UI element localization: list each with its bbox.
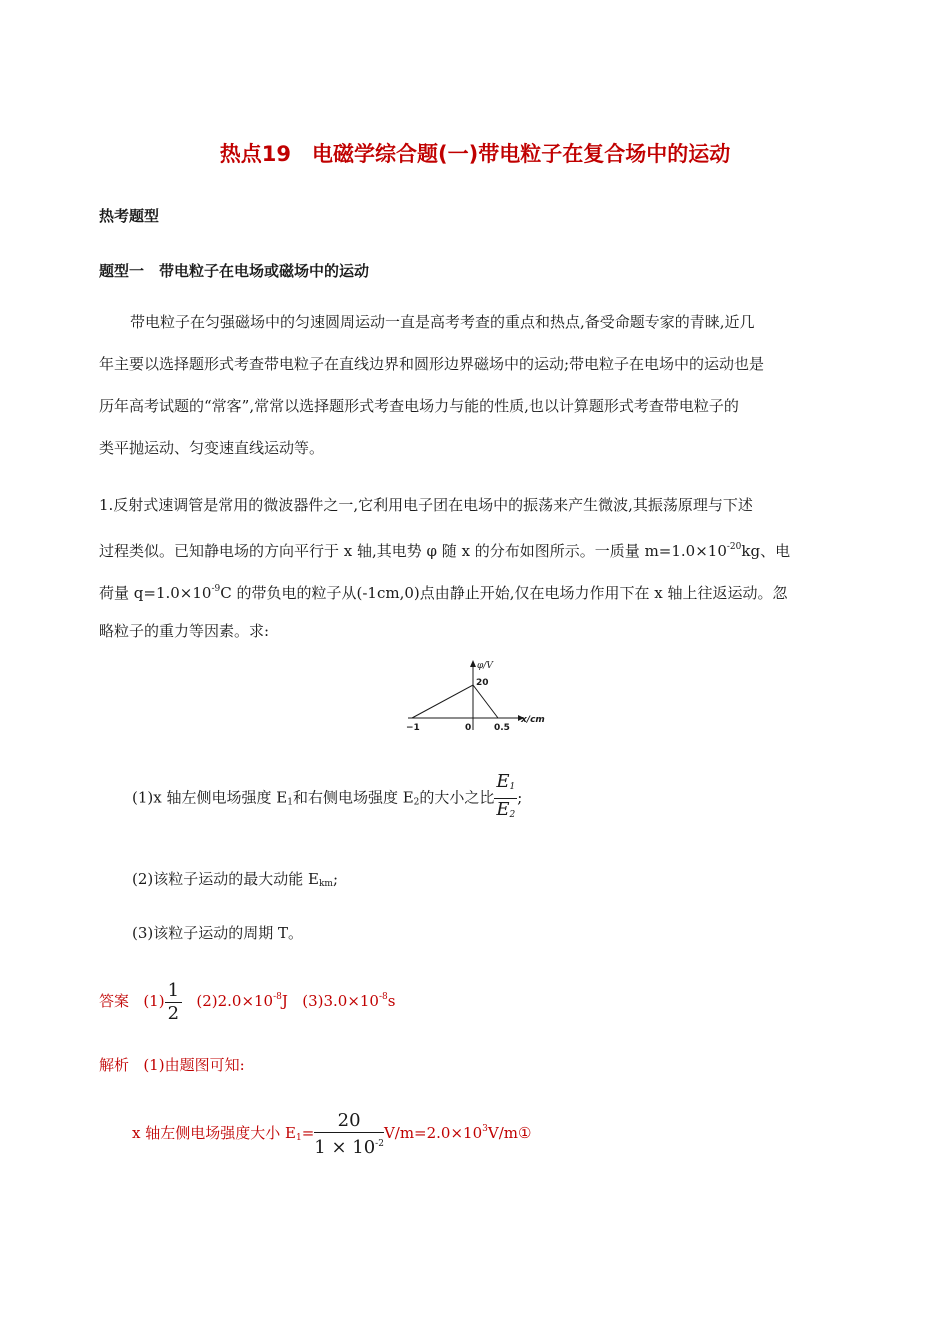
analysis-label: 解析 (99, 1056, 130, 1074)
y-axis-label: φ/V (477, 661, 493, 671)
analysis-equation: x 轴左侧电场强度大小 $E_1=$ $\frac{20}{1 \times 10^{-2}}$ $V/m=2.0\times 10^3V/m①$ (132, 1109, 532, 1158)
peak-label: 20 (476, 678, 489, 688)
intro-line-4: 类平抛运动、匀变速直线运动等。 (99, 439, 325, 457)
question-1: (1)x 轴左侧电场强度 $E_1$和右侧电场强度 $E_2$的大小之比 $\frac{E_1}{E_2}$ ; (132, 771, 522, 826)
ratio-fraction: $\frac{E_1}{E_2}$ (496, 771, 516, 820)
problem-line-2: 过程类似。已知静电场的方向平行于 x 轴,其电势 φ 随 x 的分布如图所示。一质量 $m=1.0\times 10^{-20}kg$、电 (99, 542, 791, 560)
x-axis-label: x/cm (521, 715, 545, 725)
analysis-intro: 解析 (1)由题图可知: (99, 1056, 245, 1074)
tick-right: 0.5 (494, 723, 510, 733)
answer-label: 答案 (99, 992, 130, 1010)
tick-left: −1 (406, 723, 420, 733)
answer-fraction: $\frac{1}{2}$ (165, 980, 182, 1025)
y-axis-arrow-icon (470, 660, 476, 667)
potential-curve (412, 685, 498, 718)
potential-graph (400, 656, 550, 738)
problem-line-1: 1.反射式速调管是常用的微波器件之一,它利用电子团在电场中的振荡来产生微波,其振荡原理与下述 (99, 496, 753, 514)
question-2: (2)该粒子运动的最大动能 $E_{km}$; (132, 870, 339, 889)
page-title: 热点19 电磁学综合题(一)带电粒子在复合场中的运动 (219, 142, 731, 166)
question-3: (3)该粒子运动的周期 T。 (132, 924, 304, 942)
intro-line-3: 历年高考试题的“常客”,常常以选择题形式考查电场力与能的性质,也以计算题形式考查带电粒子的 (99, 397, 739, 415)
field-fraction: $\frac{20}{1 \times 10^{-2}}$ (314, 1109, 384, 1158)
problem-line-4: 略粒子的重力等因素。求: (99, 622, 270, 640)
section-heading: 热考题型 (99, 207, 160, 225)
tick-zero: 0 (465, 723, 472, 733)
intro-line-2: 年主要以选择题形式考查带电粒子在直线边界和圆形边界磁场中的运动;带电粒子在电场中的运动也是 (99, 355, 765, 373)
intro-line-1: 带电粒子在匀强磁场中的匀速圆周运动一直是高考考查的重点和热点,备受命题专家的青睐,近几 (130, 313, 755, 331)
subsection-heading: 题型一 带电粒子在电场或磁场中的运动 (99, 262, 370, 280)
problem-line-3: 荷量 $q=1.0\times 10^{-9}C$ 的带负电的粒子从(-1cm,0)点由静止开始,仅在电场力作用下在 x 轴上往返运动。忽 (99, 584, 788, 602)
answer-line: 答案 (1) $\frac{1}{2}$ $(2)2.0\times 10^{-8}J$ $(3)3.0\times 10^{-8}s$ (99, 979, 396, 1024)
